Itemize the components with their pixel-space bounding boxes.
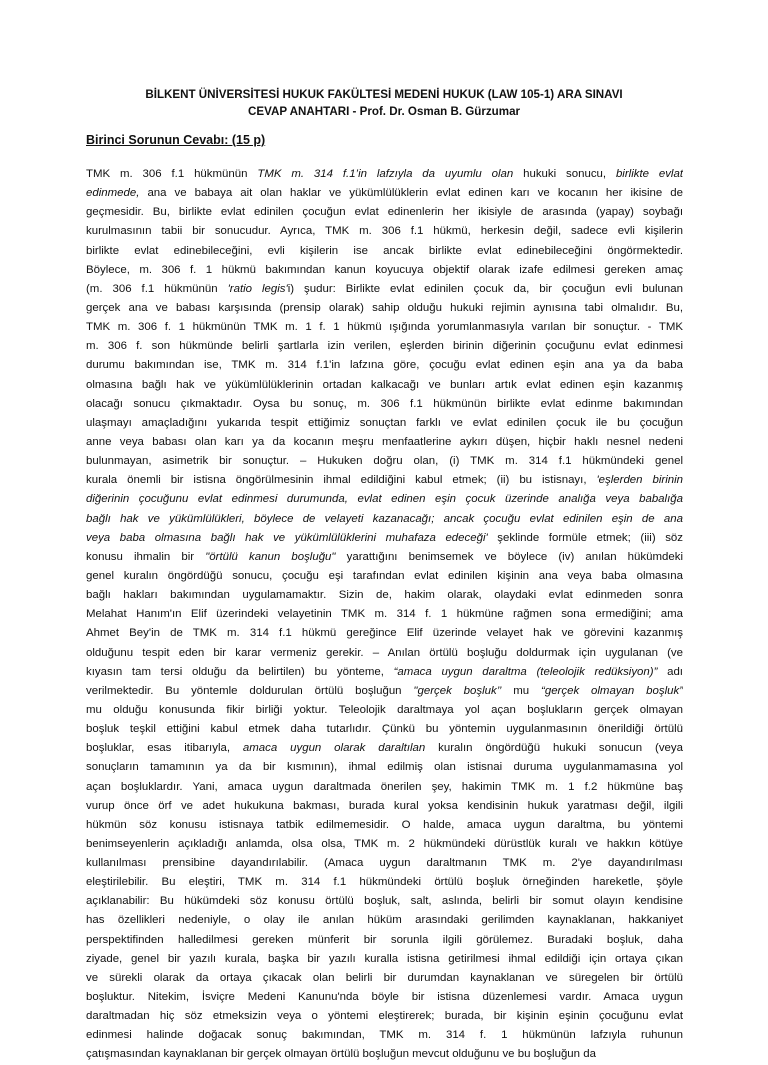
italic-text-segment: “gerçek olmayan boşluk”	[541, 684, 683, 697]
text-line	[86, 414, 683, 433]
italic-text-segment: amaca uygun olarak daraltılan	[242, 742, 426, 755]
text-line	[86, 184, 683, 203]
text-line	[86, 452, 683, 471]
text-line	[86, 280, 683, 299]
italic-text-segment: diğerinin çocuğunu evlat edinmesi durumunda, evlat edinen eşin çocuk üzerinde analığa veya babalığa	[86, 493, 683, 506]
text-segment: açan boşluklardır. Yani, amaca uygun daraltmada önerilen şey, hakimin TMK m. 1 f.2 hükmüne baş	[86, 780, 683, 793]
text-segment: açıklanabilir: Bu hükümdeki söz konusu örtülü boşluk, salt, aslında, belirli bir somut olayın kendisine	[86, 895, 683, 908]
text-line	[86, 1045, 683, 1064]
text-line	[86, 586, 683, 605]
text-segment: m. 306 f. son hükmünde belirli şartlarla izin verilen, eşlerden birinin diğerinin çocuğunu evlat edinmesi	[86, 340, 683, 353]
italic-text-segment: “amaca uygun daraltma (teleolojik redüksiyon)”	[393, 665, 658, 678]
text-segment: eleştirilebilir. Bu eleştiri, TMK m. 314 f.1 hükmündeki örtülü boşluk örneğinden hareketle, şöyle	[86, 876, 683, 889]
text-line	[86, 605, 683, 624]
text-segment: benimseyenlerin açıkladığı anlamda, olsa olsa, TMK m. 2 hükmündeki dürüstlük kuralı ve hakkın kötüye	[86, 837, 683, 850]
text-segment: mu olduğu konusunda fikir birliği yoktur. Teleolojik daraltmaya yol açan boşlukların gerçek olmayan	[86, 703, 683, 716]
text-line	[86, 854, 683, 873]
text-segment: kuralın öngördüğü hukuki sonucun (veya	[425, 742, 683, 755]
text-line	[86, 931, 683, 950]
italic-text-segment: veya baba olmasına bağlı hak ve yükümlülüklerini muhafaza edeceği'	[86, 531, 488, 544]
text-line	[86, 376, 683, 395]
text-segment: genel kuralın öngördüğü sonucu, çocuğu eşi tarafından evlat edinilen kişinin ana veya baba olmasına	[86, 569, 683, 582]
text-segment: perspektifinden halledilmesi gereken münferit bir sorunla ilgili görülemez. Buradaki boşluk, daha	[86, 933, 683, 946]
text-segment: ve sürekli olarak da ortaya çıkacak olan belirli bir durumdan kaynaklanan ve süregelen bir örtülü	[86, 971, 683, 984]
text-line	[86, 395, 683, 414]
text-line	[86, 222, 683, 241]
italic-text-segment: "gerçek boşluk’’	[413, 684, 502, 697]
text-line	[86, 835, 683, 854]
italic-text-segment: birlikte evlat	[615, 168, 683, 180]
text-segment: olduğunu tespit eden bir karar vermeniz gerekir. – Anılan örtülü boşluğu doldurmak için uygulanan (ve	[86, 646, 683, 659]
text-line	[86, 299, 683, 318]
text-line	[86, 778, 683, 797]
text-segment: olmasına bağlı hak ve yükümlülüklerinin ortadan kalkacağı ve bunları artık evlat edinen eşin kazanmış	[86, 378, 683, 391]
document-heading	[70, 86, 698, 120]
text-line	[86, 758, 683, 777]
text-segment: vurup önce örf ve adet hukukuna bakması, burada kural yoksa kendisinin hukuk yaratması değil, ilgili	[86, 799, 683, 812]
text-segment: Böylece, m. 306 f. 1 hükmü bakımından kanun koyucuya objektif olarak izafe edilmesi gereken amaç	[86, 263, 683, 276]
text-segment: mu	[501, 684, 542, 697]
text-line	[86, 797, 683, 816]
text-segment: Ahmet Bey'in de TMK m. 314 f.1 hükmü gereğince Elif üzerinde velayet hak ve görevini kazanmış	[86, 627, 683, 640]
text-segment: bağlı hakları bakımından uygulamamaktır. Sizin de, hakim olarak, olaydaki evlat edinmeden sonra	[86, 589, 683, 602]
text-segment: TMK m. 306 f. 1 hükmünün TMK m. 1 f. 1 hükmü ışığında yorumlanmasıyla varılan bir sonuçtur. - TMK	[86, 321, 683, 334]
text-segment: bulunmayan, asimetrik bir sonuçtur. – Hukuken doğru olan, (i) TMK m. 314 f.1 hükmündeki genel	[86, 455, 683, 468]
text-line	[86, 816, 683, 835]
text-line	[86, 165, 683, 184]
text-segment: ana ve babaya ait olan haklar ve yükümlülüklerin evlat edinen karı ve kocanın her ikisine de	[139, 187, 683, 200]
italic-text-segment: "örtülü kanun boşluğu"	[205, 550, 336, 563]
text-segment: kullanılması prensibine dayandırılabilir. (Amaca uygun daraltmanın TMK m. 2'ye dayandırılması	[86, 857, 683, 870]
text-line	[86, 644, 683, 663]
text-line	[86, 873, 683, 892]
text-segment: durumu bakımından ise, TMK m. 314 f.1'in lafzına göre, çocuğu evlat edinen eşin ana ya da baba	[86, 359, 683, 372]
text-segment: Melahat Hanım'ın Elif üzerindeki velayetinin TMK m. 314 f. 1 hükmüne rağmen sona ermediğini; ama	[86, 608, 683, 621]
text-line	[86, 950, 683, 969]
text-line	[86, 624, 683, 643]
text-segment: boşluklar, esas itibarıyla,	[86, 742, 243, 755]
text-segment: sonuçların tamamının ya da bir kısmının), ihmal edilmiş olan istisnai duruma uygulanmamasına yol	[86, 761, 683, 774]
text-line	[86, 1007, 683, 1026]
text-line	[86, 548, 683, 567]
text-segment: konusu ihmalin bir	[86, 550, 206, 563]
text-segment: yarattığını benimsemek ve böylece (iv) anılan hükümdeki	[335, 550, 683, 563]
heading-line-2: CEVAP ANAHTARI - Prof. Dr. Osman B. Gürzumar	[247, 105, 521, 118]
italic-text-segment: TMK m. 314 f.1’in lafzıyla da uyumlu olan	[257, 168, 514, 180]
text-line	[86, 663, 683, 682]
answer-body-text	[86, 165, 683, 1065]
text-line	[86, 720, 683, 739]
text-segment: has özellikleri nedeniyle, o olay ile anılan hüküm arasındaki gerilimden kaynaklanan, hakkaniyet	[86, 914, 683, 927]
text-line	[86, 892, 683, 911]
text-line	[86, 242, 683, 261]
text-segment: birlikte evlat edinebileceğini, evli kişilerin ise ancak birlikte evlat edinebileceğini öngörmektedir.	[86, 244, 683, 257]
italic-text-segment: edinmede,	[86, 187, 140, 200]
text-segment: edinmesi halinde doğacak sonuç bakımından, TMK m. 314 f. 1 hükmünün lafzıyla ruhunun	[86, 1029, 683, 1042]
text-segment: (m. 306 f.1 hükmünün	[86, 282, 228, 295]
text-segment: gerçek ana ve babası karşısında (prensip olarak) sahip olduğu hukuki rejimin aynısına tabi olmalıdır. Bu,	[86, 301, 683, 314]
text-segment: kurulmasının tabii bir sonucudur. Ayrıca, TMK m. 306 f.1 hükmü, herkesin değil, sadece evli kişilerin	[86, 225, 683, 238]
text-segment: çatışmasından kaynaklanan bir gerçek olmayan örtülü boşluğun mevcut olduğunu ve bu boşluğun da	[86, 1048, 596, 1061]
text-segment: daraltmadan hiç söz etmeksizin veya o yöntemi eleştirerek; burada, bir kişinin eşinin çocuğunu evlat	[86, 1010, 683, 1023]
text-line	[86, 567, 683, 586]
text-segment: kıyasın tam tersi olduğu da belirtilen) bu yönteme,	[86, 665, 394, 678]
section-title: Birinci Sorunun Cevabı: (15 p)	[86, 133, 266, 147]
text-segment: TMK m. 306 f.1 hükmünün	[86, 168, 258, 180]
text-segment: ziyade, genel bir yazılı kurala, başka bir yazılı kuralla istisna getirilmesi ihmal edildiği için ortaya çıkan	[86, 952, 683, 965]
text-segment: adı	[657, 665, 683, 678]
text-line	[86, 529, 683, 548]
text-line	[86, 682, 683, 701]
italic-text-segment: bağlı hak ve yükümlülükleri, böylece de velayeti kazanacağı; ancak çocuğu evlat edinilen eşin de ana	[86, 512, 683, 525]
text-line	[86, 701, 683, 720]
text-segment: verilmektedir. Bu yöntemle doldurulan örtülü boşluğun	[86, 684, 414, 697]
heading-line-1: BİLKENT ÜNİVERSİTESİ HUKUK FAKÜLTESİ MEDENİ HUKUK (LAW 105-1) ARA SINAVI	[145, 88, 623, 101]
text-line	[86, 510, 683, 529]
text-line	[86, 911, 683, 930]
text-line	[86, 739, 683, 758]
italic-text-segment: 'ratio legis'	[227, 282, 288, 295]
text-line	[86, 356, 683, 375]
text-line	[86, 318, 683, 337]
text-line	[86, 337, 683, 356]
text-segment: hukuki sonucu,	[513, 168, 616, 180]
text-line	[86, 203, 683, 222]
text-line	[86, 261, 683, 280]
text-line	[86, 471, 683, 490]
text-line	[86, 1026, 683, 1045]
text-segment: anne veya babası olan karı ya da kocanın meşru menfaatlerine aykırı düşen, hiçbir haklı nesnel nedeni	[86, 435, 683, 448]
text-line	[86, 969, 683, 988]
italic-text-segment: 'eşlerden birinin	[596, 474, 683, 487]
text-line	[86, 433, 683, 452]
text-segment: geçmesidir. Bu, birlikte evlat edinilen çocuğun evlat edinenlerin her ikisiyle de arasında (yapay) soybağı	[86, 206, 683, 219]
text-segment: hükmün söz konusu istisnaya tatbik edilmemesidir. O halde, amaca uygun daraltma, bu yöntemi	[86, 818, 683, 831]
text-segment: şeklinde formüle etmek; (iii) söz	[487, 531, 683, 544]
text-segment: i) şudur: Birlikte evlat edinilen çocuk da, bir çocuğun evli bulunan	[287, 282, 683, 295]
text-segment: ulaşmayı amaçladığını yukarıda tespit ettiğimiz sonuçtan farklı ve evlat edinilen çocuk ile bu çocuğun	[86, 416, 683, 429]
text-segment: boşluk teşkil ettiğini kabul etmek daha tutarlıdır. Çünkü bu yöntemin uygulanmasının önerildiği örtülü	[86, 723, 683, 736]
text-line	[86, 490, 683, 509]
text-segment: olacağı sonucu çıkmaktadır. Oysa bu sonuç, m. 306 f.1 hükmünün birlikte evlat edinme bakımından	[86, 397, 683, 410]
text-line	[86, 988, 683, 1007]
text-segment: kurala önemli bir istisna öngörülmesinin ihmal edildiğini kabul etmek; (ii) bu istisnayı,	[86, 474, 597, 487]
text-segment: boşluktur. Nitekim, İsviçre Medeni Kanunu'nda böyle bir istisna düzenlemesi vardır. Amaca uygun	[86, 991, 683, 1004]
